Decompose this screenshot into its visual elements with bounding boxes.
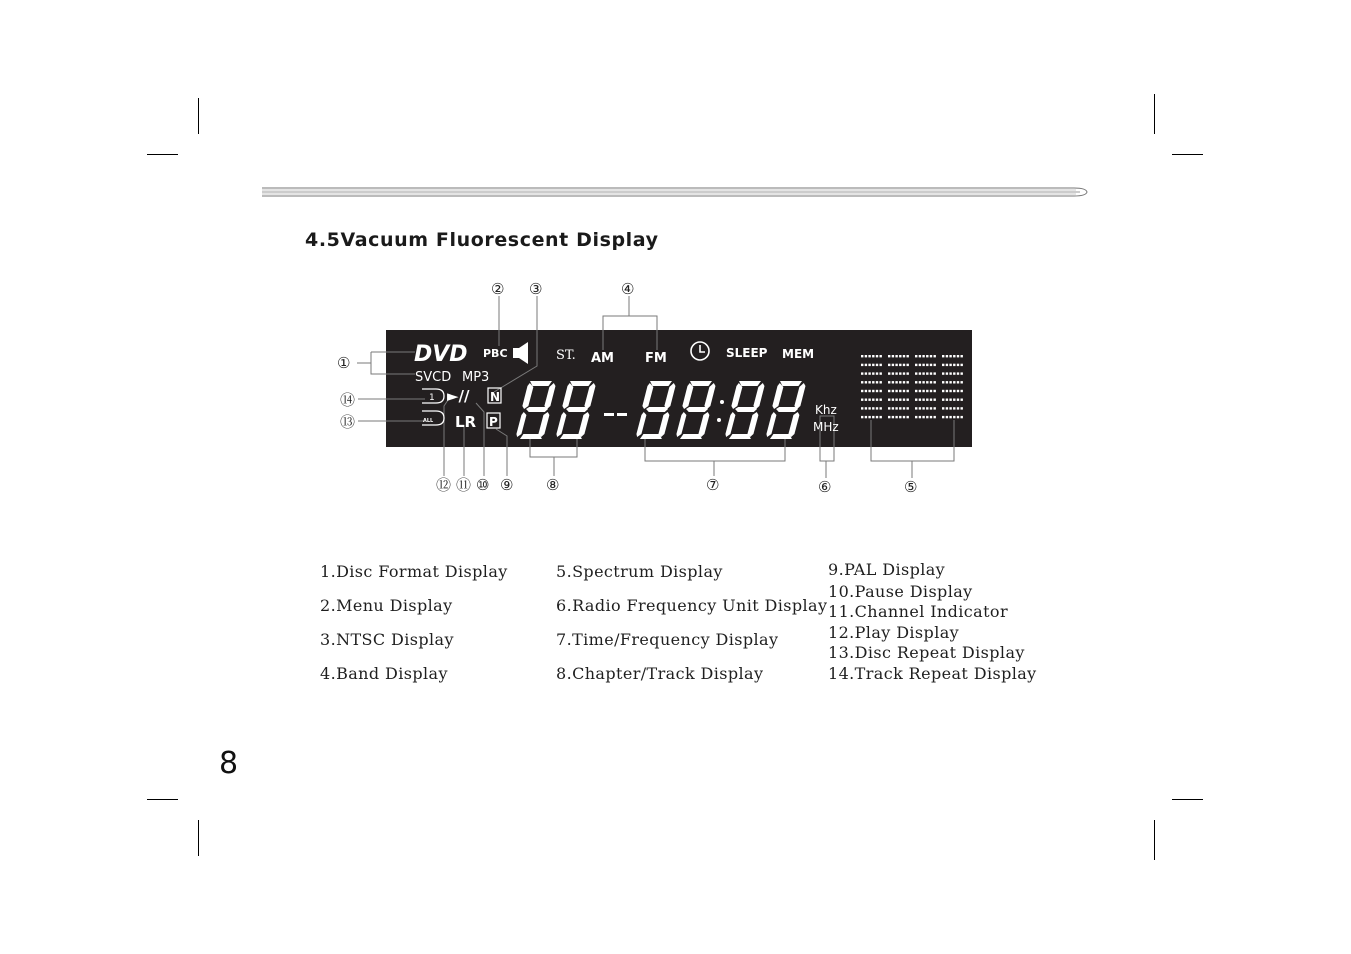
spectrum-dot [899, 390, 901, 392]
legend-item: 9.PAL Display [828, 560, 946, 579]
spectrum-dot [915, 372, 917, 374]
spectrum-dot [876, 390, 878, 392]
spectrum-dot [953, 399, 955, 401]
spectrum-dot [934, 381, 936, 383]
pbc-indicator: PBC [483, 347, 508, 360]
spectrum-dot [899, 416, 901, 418]
spectrum-dot [899, 381, 901, 383]
spectrum-dot [899, 364, 901, 366]
spectrum-dot [946, 355, 948, 357]
legend-item: 4.Band Display [320, 664, 448, 683]
callout-2: ② [491, 280, 505, 298]
mp3-indicator: MP3 [462, 370, 490, 385]
section-title: 4.5Vacuum Fluorescent Display [305, 229, 659, 251]
spectrum-dot [876, 399, 878, 401]
repeat-all-label: ALL [423, 418, 434, 424]
spectrum-dot [895, 364, 897, 366]
spectrum-dot [892, 390, 894, 392]
spectrum-dot [915, 355, 917, 357]
spectrum-dot [949, 364, 951, 366]
spectrum-dot [957, 355, 959, 357]
spectrum-dot [934, 364, 936, 366]
spectrum-dot [957, 407, 959, 409]
ntsc-indicator: N [490, 390, 501, 404]
spectrum-dot [865, 399, 867, 401]
spectrum-dot [953, 407, 955, 409]
spectrum-dot [915, 364, 917, 366]
spectrum-dot [961, 372, 963, 374]
spectrum-dot [907, 372, 909, 374]
spectrum-dot [892, 381, 894, 383]
spectrum-dot [919, 364, 921, 366]
spectrum-dot [934, 355, 936, 357]
spectrum-dot [930, 407, 932, 409]
spectrum-dot [892, 416, 894, 418]
spectrum-dot [942, 407, 944, 409]
spectrum-dot [926, 416, 928, 418]
spectrum-dot [926, 399, 928, 401]
spectrum-dot [861, 416, 863, 418]
callout-4: ④ [621, 280, 635, 298]
spectrum-dot [930, 390, 932, 392]
spectrum-dot [907, 399, 909, 401]
spectrum-dot [888, 381, 890, 383]
legend-item: 2.Menu Display [320, 596, 453, 615]
callout-13: ⑬ [340, 413, 356, 431]
spectrum-dot [868, 372, 870, 374]
spectrum-dot [915, 399, 917, 401]
spectrum-dot [934, 372, 936, 374]
spectrum-dot [895, 372, 897, 374]
spectrum-dot [930, 416, 932, 418]
spectrum-dot [942, 372, 944, 374]
spectrum-dot [861, 381, 863, 383]
spectrum-dot [868, 399, 870, 401]
spectrum-dot [880, 372, 882, 374]
spectrum-dot [934, 390, 936, 392]
callout-11: ⑪ [456, 476, 472, 494]
repeat-one-label: 1 [429, 393, 435, 403]
callout-6: ⑥ [818, 478, 832, 496]
play-pause-icon: ►// [447, 387, 470, 405]
spectrum-dot [880, 416, 882, 418]
spectrum-dot [957, 416, 959, 418]
spectrum-dot [865, 381, 867, 383]
spectrum-dot [903, 407, 905, 409]
spectrum-dot [895, 407, 897, 409]
legend-item: 11.Channel Indicator [828, 602, 1009, 621]
spectrum-dot [888, 372, 890, 374]
spectrum-dot [946, 399, 948, 401]
spectrum-dot [957, 390, 959, 392]
spectrum-dot [957, 399, 959, 401]
spectrum-dot [899, 372, 901, 374]
spectrum-dot [949, 372, 951, 374]
spectrum-dot [861, 399, 863, 401]
spectrum-dot [919, 416, 921, 418]
spectrum-dot [957, 372, 959, 374]
spectrum-dot [919, 399, 921, 401]
spectrum-dot [865, 407, 867, 409]
spectrum-dot [907, 416, 909, 418]
spectrum-dot [880, 364, 882, 366]
spectrum-dot [953, 355, 955, 357]
callout-5: ⑤ [904, 478, 918, 496]
spectrum-dot [919, 381, 921, 383]
spectrum-dot [872, 364, 874, 366]
spectrum-dot [953, 364, 955, 366]
spectrum-dot [942, 390, 944, 392]
spectrum-dot [942, 399, 944, 401]
spectrum-dot [903, 381, 905, 383]
spectrum-dot [861, 390, 863, 392]
spectrum-dot [949, 416, 951, 418]
legend-item: 8.Chapter/Track Display [556, 664, 764, 683]
spectrum-dot [868, 364, 870, 366]
spectrum-dot [868, 390, 870, 392]
spectrum-dot [915, 381, 917, 383]
spectrum-dot [892, 364, 894, 366]
spectrum-dot [888, 407, 890, 409]
legend-item: 7.Time/Frequency Display [556, 630, 779, 649]
spectrum-dot [922, 399, 924, 401]
spectrum-dot [888, 399, 890, 401]
spectrum-dot [915, 416, 917, 418]
khz-unit: Khz [815, 403, 837, 417]
spectrum-dot [880, 390, 882, 392]
spectrum-dot [876, 416, 878, 418]
spectrum-dot [942, 381, 944, 383]
spectrum-dot [919, 407, 921, 409]
spectrum-dot [888, 390, 890, 392]
spectrum-dot [892, 399, 894, 401]
spectrum-dot [934, 399, 936, 401]
spectrum-dot [953, 372, 955, 374]
spectrum-dot [903, 372, 905, 374]
spectrum-dot [865, 390, 867, 392]
spectrum-dot [872, 407, 874, 409]
spectrum-dot [895, 355, 897, 357]
spectrum-dot [930, 355, 932, 357]
spectrum-dot [919, 390, 921, 392]
spectrum-dot [926, 381, 928, 383]
legend-item: 12.Play Display [828, 623, 960, 642]
spectrum-dot [919, 372, 921, 374]
spectrum-dot [949, 407, 951, 409]
spectrum-dot [922, 381, 924, 383]
spectrum-dot [903, 355, 905, 357]
spectrum-dot [922, 416, 924, 418]
spectrum-dot [922, 372, 924, 374]
callout-7: ⑦ [706, 476, 720, 494]
spectrum-dot [872, 355, 874, 357]
spectrum-dot [880, 407, 882, 409]
spectrum-dot [915, 407, 917, 409]
spectrum-dot [922, 364, 924, 366]
spectrum-dot [961, 381, 963, 383]
spectrum-dot [892, 407, 894, 409]
spectrum-dot [907, 407, 909, 409]
spectrum-dot [926, 364, 928, 366]
stereo-indicator: ST. [556, 348, 576, 363]
spectrum-dot [880, 399, 882, 401]
spectrum-dot [868, 355, 870, 357]
spectrum-dot [934, 407, 936, 409]
callout-1: ① [337, 354, 351, 372]
callout-8: ⑧ [546, 476, 560, 494]
legend-item: 14.Track Repeat Display [828, 664, 1037, 683]
mhz-unit: MHz [813, 420, 839, 434]
spectrum-dot [919, 355, 921, 357]
spectrum-dot [946, 407, 948, 409]
legend-item: 5.Spectrum Display [556, 562, 723, 581]
spectrum-dot [946, 364, 948, 366]
spectrum-dot [892, 355, 894, 357]
spectrum-dot [907, 390, 909, 392]
spectrum-dot [888, 416, 890, 418]
spectrum-dot [872, 399, 874, 401]
spectrum-dot [961, 407, 963, 409]
spectrum-dot [926, 355, 928, 357]
page-number: 8 [219, 746, 239, 781]
spectrum-dot [872, 372, 874, 374]
spectrum-dot [930, 399, 932, 401]
spectrum-dot [880, 381, 882, 383]
spectrum-dot [946, 416, 948, 418]
spectrum-dot [946, 381, 948, 383]
spectrum-dot [888, 355, 890, 357]
spectrum-dot [899, 355, 901, 357]
spectrum-dot [922, 390, 924, 392]
spectrum-dot [876, 364, 878, 366]
callout-3: ③ [529, 280, 543, 298]
spectrum-dot [876, 381, 878, 383]
spectrum-dot [926, 390, 928, 392]
spectrum-dot [926, 372, 928, 374]
callout-10: ⑩ [476, 476, 490, 494]
spectrum-dot [865, 372, 867, 374]
svcd-indicator: SVCD [415, 370, 452, 385]
spectrum-dot [953, 381, 955, 383]
spectrum-dot [872, 416, 874, 418]
callout-14: ⑭ [340, 391, 356, 409]
spectrum-dot [961, 364, 963, 366]
spectrum-dot [922, 407, 924, 409]
spectrum-dot [892, 372, 894, 374]
spectrum-dot [903, 416, 905, 418]
spectrum-dot [861, 364, 863, 366]
spectrum-dot [949, 355, 951, 357]
spectrum-dot [895, 381, 897, 383]
spectrum-dot [907, 364, 909, 366]
spectrum-dot [895, 399, 897, 401]
legend-item: 6.Radio Frequency Unit Display [556, 596, 828, 615]
spectrum-dot [961, 355, 963, 357]
spectrum-dot [903, 364, 905, 366]
spectrum-dot [949, 381, 951, 383]
spectrum-dot [903, 390, 905, 392]
spectrum-dot [895, 390, 897, 392]
spectrum-dot [957, 364, 959, 366]
spectrum-dot [888, 364, 890, 366]
legend-item: 13.Disc Repeat Display [828, 643, 1025, 662]
spectrum-dot [930, 372, 932, 374]
spectrum-dot [922, 355, 924, 357]
spectrum-dot [903, 399, 905, 401]
spectrum-dot [865, 364, 867, 366]
spectrum-dot [926, 407, 928, 409]
spectrum-dot [942, 416, 944, 418]
spectrum-dot [953, 416, 955, 418]
spectrum-dot [930, 381, 932, 383]
spectrum-dot [895, 416, 897, 418]
spectrum-dot [946, 390, 948, 392]
legend-item: 10.Pause Display [828, 582, 973, 601]
spectrum-dot [961, 390, 963, 392]
spectrum-dot [865, 416, 867, 418]
spectrum-dot [899, 407, 901, 409]
spectrum-dot [942, 364, 944, 366]
spectrum-dot [949, 399, 951, 401]
spectrum-dot [957, 381, 959, 383]
spectrum-dot [861, 372, 863, 374]
spectrum-dot [899, 399, 901, 401]
spectrum-dot [949, 390, 951, 392]
spectrum-dot [907, 355, 909, 357]
spectrum-dot [861, 355, 863, 357]
spectrum-dot [915, 390, 917, 392]
am-indicator: AM [591, 351, 614, 366]
spectrum-dot [872, 390, 874, 392]
spectrum-dot [946, 372, 948, 374]
spectrum-dot [868, 407, 870, 409]
spectrum-dot [907, 381, 909, 383]
spectrum-dot [865, 355, 867, 357]
spectrum-dot [942, 355, 944, 357]
sleep-indicator: SLEEP [726, 346, 768, 360]
spectrum-dot [861, 407, 863, 409]
callout-12: ⑫ [436, 476, 452, 494]
spectrum-dot [876, 407, 878, 409]
spectrum-dot [876, 355, 878, 357]
legend-item: 3.NTSC Display [320, 630, 454, 649]
spectrum-dot [930, 364, 932, 366]
spectrum-dot [872, 381, 874, 383]
pal-indicator: P [489, 415, 498, 429]
spectrum-dot [868, 416, 870, 418]
dvd-logo: DVD [414, 342, 468, 367]
mem-indicator: MEM [782, 347, 815, 361]
spectrum-dot [934, 416, 936, 418]
channel-indicator: LR [455, 413, 477, 431]
spectrum-dot [961, 416, 963, 418]
legend-item: 1.Disc Format Display [320, 562, 508, 581]
spectrum-dot [880, 355, 882, 357]
spectrum-dot [868, 381, 870, 383]
spectrum-dot [953, 390, 955, 392]
spectrum-dot [876, 372, 878, 374]
fm-indicator: FM [645, 351, 667, 366]
spectrum-dot [961, 399, 963, 401]
callout-9: ⑨ [500, 476, 514, 494]
